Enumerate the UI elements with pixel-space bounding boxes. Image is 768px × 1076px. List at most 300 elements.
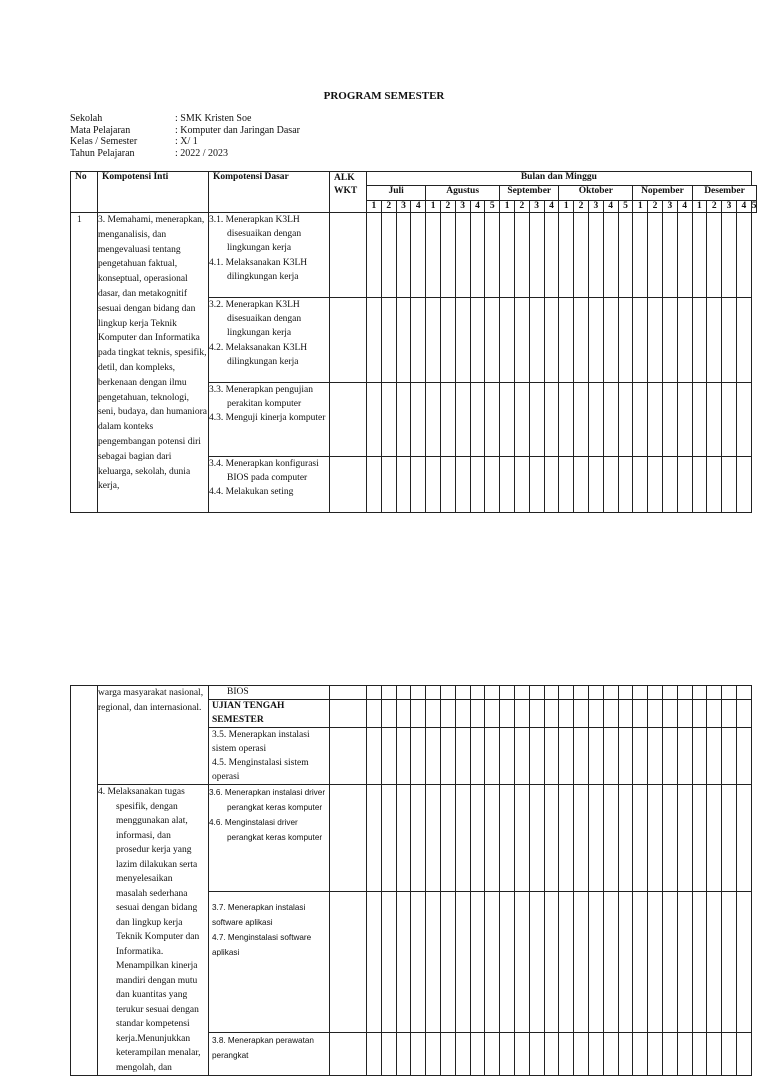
week-header: 4 bbox=[544, 201, 559, 213]
week-cell bbox=[470, 298, 485, 383]
week-cell bbox=[722, 700, 737, 728]
week-cell bbox=[500, 700, 515, 728]
program-table-page-1 bbox=[70, 171, 757, 513]
week-cell bbox=[736, 728, 751, 785]
week-cell bbox=[500, 457, 515, 513]
week-cell bbox=[648, 213, 663, 298]
week-cell bbox=[722, 1033, 737, 1076]
info-row-tahun bbox=[70, 148, 300, 160]
info-label: Tahun Pelajaran bbox=[70, 147, 135, 159]
week-cell bbox=[544, 728, 559, 785]
week-cell bbox=[574, 686, 589, 700]
week-cell bbox=[707, 383, 722, 457]
table-row bbox=[71, 686, 752, 700]
kompetensi-inti-cell bbox=[98, 686, 209, 785]
week-cell bbox=[440, 785, 455, 892]
week-cell bbox=[618, 728, 633, 785]
week-cell bbox=[707, 700, 722, 728]
week-cell bbox=[514, 892, 529, 1033]
week-cell bbox=[588, 457, 603, 513]
week-cell bbox=[559, 728, 574, 785]
week-cell bbox=[500, 686, 515, 700]
program-table-page-2 bbox=[70, 685, 752, 1076]
week-cell bbox=[440, 1033, 455, 1076]
kompetensi-dasar-cell bbox=[209, 1033, 330, 1076]
week-header: 3 bbox=[662, 201, 677, 213]
week-cell bbox=[440, 728, 455, 785]
week-cell bbox=[662, 700, 677, 728]
week-cell bbox=[396, 785, 411, 892]
week-cell bbox=[426, 686, 441, 700]
week-cell bbox=[455, 686, 470, 700]
info-value: : 2022 / 2023 bbox=[175, 147, 229, 159]
kompetensi-dasar-cell bbox=[209, 213, 330, 298]
week-cell bbox=[736, 700, 751, 728]
week-header: 4 bbox=[736, 201, 751, 213]
week-cell bbox=[470, 457, 485, 513]
week-cell bbox=[633, 700, 648, 728]
week-header: 2 bbox=[648, 201, 663, 213]
month-header: Desember bbox=[692, 186, 757, 201]
kompetensi-inti-4-cell bbox=[98, 785, 209, 1076]
week-cell bbox=[455, 892, 470, 1033]
week-cell bbox=[426, 457, 441, 513]
week-cell bbox=[662, 1033, 677, 1076]
week-cell bbox=[485, 1033, 500, 1076]
kd-3-1: 3.1. Menerapkan K3LH disesuaikan dengan lingkungan kerja bbox=[209, 215, 302, 254]
week-header: 3 bbox=[455, 201, 470, 213]
info-label: Kelas / Semester bbox=[70, 136, 138, 148]
alk-wkt-cell bbox=[330, 1033, 367, 1076]
week-cell bbox=[500, 728, 515, 785]
week-cell bbox=[381, 686, 396, 700]
week-header: 5 bbox=[751, 201, 757, 211]
week-cell bbox=[677, 785, 692, 892]
week-cell bbox=[426, 892, 441, 1033]
week-cell bbox=[588, 1033, 603, 1076]
week-cell bbox=[381, 383, 396, 457]
week-cell bbox=[529, 457, 544, 513]
week-cell bbox=[662, 785, 677, 892]
week-cell bbox=[367, 785, 382, 892]
week-cell bbox=[411, 785, 426, 892]
week-cell bbox=[677, 1033, 692, 1076]
week-cell bbox=[648, 298, 663, 383]
header-no: No bbox=[71, 172, 98, 213]
week-cell bbox=[588, 700, 603, 728]
header-alk-wkt: ALK WKT bbox=[330, 172, 367, 213]
week-cell bbox=[736, 785, 751, 892]
week-cell bbox=[440, 298, 455, 383]
week-cell bbox=[707, 457, 722, 513]
week-header: 1 bbox=[633, 201, 648, 213]
week-cell bbox=[722, 298, 737, 383]
week-cell bbox=[603, 892, 618, 1033]
table-row bbox=[71, 213, 757, 298]
week-cell bbox=[367, 383, 382, 457]
week-cell bbox=[707, 892, 722, 1033]
week-cell bbox=[692, 728, 707, 785]
month-header: Oktober bbox=[559, 186, 633, 201]
week-cell bbox=[559, 1033, 574, 1076]
week-cell bbox=[367, 700, 382, 728]
week-header: 1 bbox=[692, 201, 707, 213]
week-cell bbox=[426, 700, 441, 728]
week-cell bbox=[396, 728, 411, 785]
kd-3-2: 3.2. Menerapkan K3LH disesuaikan dengan lingkungan kerja bbox=[209, 300, 302, 339]
week-cell bbox=[381, 298, 396, 383]
week-cell bbox=[396, 213, 411, 298]
week-header: 5 bbox=[618, 201, 633, 213]
month-header: Nopember bbox=[633, 186, 692, 201]
week-cell bbox=[455, 383, 470, 457]
month-header: Juli bbox=[367, 186, 426, 201]
week-cell bbox=[707, 298, 722, 383]
week-cell bbox=[574, 383, 589, 457]
week-cell bbox=[633, 892, 648, 1033]
week-cell bbox=[574, 298, 589, 383]
week-cell bbox=[455, 785, 470, 892]
week-cell bbox=[529, 785, 544, 892]
week-cell bbox=[677, 728, 692, 785]
week-cell bbox=[470, 383, 485, 457]
week-header: 1 bbox=[367, 201, 382, 213]
week-cell bbox=[544, 213, 559, 298]
kompetensi-dasar-cell bbox=[209, 892, 330, 1033]
week-cell bbox=[411, 892, 426, 1033]
week-cell bbox=[367, 686, 382, 700]
week-header: 1 bbox=[500, 201, 515, 213]
week-cell bbox=[544, 892, 559, 1033]
week-header: 2 bbox=[381, 201, 396, 213]
kd-4-5: 4.5. Menginstalasi sistem operasi bbox=[212, 758, 309, 782]
header-bulan-minggu: Bulan dan Minggu bbox=[367, 172, 752, 186]
alk-wkt-cell bbox=[330, 383, 367, 457]
week-cell bbox=[722, 785, 737, 892]
kd-3-7: 3.7. Menerapkan instalasi software aplikasi bbox=[212, 903, 306, 928]
week-cell bbox=[692, 785, 707, 892]
week-cell bbox=[426, 298, 441, 383]
week-cell bbox=[381, 213, 396, 298]
row-number: 1 bbox=[71, 213, 98, 513]
week-cell bbox=[485, 383, 500, 457]
alk-wkt-cell bbox=[330, 728, 367, 785]
week-cell bbox=[514, 700, 529, 728]
week-cell bbox=[411, 700, 426, 728]
week-cell bbox=[529, 1033, 544, 1076]
week-cell bbox=[633, 728, 648, 785]
week-cell bbox=[722, 383, 737, 457]
week-cell bbox=[574, 728, 589, 785]
week-cell bbox=[426, 1033, 441, 1076]
month-header: Agustus bbox=[426, 186, 500, 201]
week-cell bbox=[470, 686, 485, 700]
week-cell bbox=[648, 700, 663, 728]
week-cell bbox=[736, 457, 751, 513]
week-cell bbox=[367, 457, 382, 513]
kd-3-6: 3.6. Menerapkan instalasi driver perangkat keras komputer bbox=[209, 788, 326, 812]
week-cell bbox=[736, 298, 751, 383]
week-cell bbox=[603, 213, 618, 298]
week-cell bbox=[514, 785, 529, 892]
week-cell bbox=[588, 213, 603, 298]
week-cell bbox=[485, 298, 500, 383]
week-cell bbox=[455, 457, 470, 513]
week-cell bbox=[455, 213, 470, 298]
week-cell bbox=[514, 728, 529, 785]
week-cell bbox=[707, 686, 722, 700]
info-label: Mata Pelajaran bbox=[70, 124, 131, 136]
week-cell bbox=[692, 213, 707, 298]
week-header: 4 bbox=[470, 201, 485, 213]
week-cell bbox=[544, 457, 559, 513]
kd-3-5: 3.5. Menerapkan instalasi sistem operasi bbox=[212, 730, 310, 754]
week-cell bbox=[633, 383, 648, 457]
week-header: 1 bbox=[426, 201, 441, 213]
kompetensi-dasar-cell bbox=[209, 298, 330, 383]
week-cell bbox=[677, 700, 692, 728]
week-cell bbox=[411, 728, 426, 785]
week-cell bbox=[396, 700, 411, 728]
header-kompetensi-inti: Kompotensi Inti bbox=[98, 172, 209, 213]
week-cell bbox=[662, 383, 677, 457]
week-cell bbox=[574, 1033, 589, 1076]
week-cell bbox=[529, 213, 544, 298]
week-cell bbox=[396, 457, 411, 513]
week-cell bbox=[618, 892, 633, 1033]
kd-4-1: 4.1. Melaksanakan K3LH dilingkungan kerja bbox=[209, 257, 308, 282]
week-cell bbox=[707, 728, 722, 785]
week-cell bbox=[677, 383, 692, 457]
week-cell bbox=[367, 1033, 382, 1076]
week-cell bbox=[514, 1033, 529, 1076]
week-cell bbox=[603, 785, 618, 892]
week-cell bbox=[618, 383, 633, 457]
week-cell bbox=[500, 785, 515, 892]
week-cell bbox=[500, 892, 515, 1033]
week-cell bbox=[603, 457, 618, 513]
kompetensi-dasar-cell bbox=[209, 383, 330, 457]
week-cell bbox=[574, 213, 589, 298]
week-cell bbox=[648, 686, 663, 700]
week-cell bbox=[440, 213, 455, 298]
week-cell bbox=[485, 892, 500, 1033]
alk-wkt-cell bbox=[330, 298, 367, 383]
week-cell bbox=[470, 892, 485, 1033]
week-cell bbox=[411, 383, 426, 457]
week-cell bbox=[707, 785, 722, 892]
month-header: September bbox=[500, 186, 559, 201]
kd-3-4: 3.4. Menerapkan konfigurasi BIOS pada computer bbox=[209, 459, 319, 484]
week-cell bbox=[455, 700, 470, 728]
week-cell bbox=[736, 686, 751, 700]
info-value: : Komputer dan Jaringan Dasar bbox=[175, 124, 300, 136]
week-cell bbox=[455, 1033, 470, 1076]
kd-4-6: 4.6. Menginstalasi driver perangkat keras komputer bbox=[209, 818, 323, 842]
week-cell bbox=[529, 686, 544, 700]
week-cell bbox=[574, 892, 589, 1033]
week-cell bbox=[381, 1033, 396, 1076]
week-cell bbox=[455, 298, 470, 383]
week-cell bbox=[707, 1033, 722, 1076]
week-cell bbox=[559, 785, 574, 892]
week-header: 2 bbox=[440, 201, 455, 213]
week-cell bbox=[544, 298, 559, 383]
week-cell bbox=[633, 213, 648, 298]
week-header: 4 bbox=[411, 201, 426, 213]
week-cell bbox=[588, 785, 603, 892]
week-cell bbox=[529, 892, 544, 1033]
week-cell bbox=[692, 686, 707, 700]
week-cell bbox=[736, 1033, 751, 1076]
info-row-sekolah bbox=[70, 113, 300, 125]
week-cell bbox=[559, 457, 574, 513]
week-cell bbox=[396, 892, 411, 1033]
week-cell bbox=[574, 457, 589, 513]
week-header: 2 bbox=[574, 201, 589, 213]
week-cell bbox=[722, 728, 737, 785]
week-cell bbox=[544, 1033, 559, 1076]
week-cell bbox=[514, 457, 529, 513]
week-cell bbox=[722, 686, 737, 700]
week-cell bbox=[618, 213, 633, 298]
kd-4-3: 4.3. Menguji kinerja komputer bbox=[209, 413, 326, 424]
week-cell bbox=[633, 298, 648, 383]
week-cell bbox=[514, 298, 529, 383]
week-cell bbox=[367, 892, 382, 1033]
week-cell bbox=[544, 686, 559, 700]
week-cell bbox=[500, 1033, 515, 1076]
week-cell bbox=[500, 213, 515, 298]
week-cell bbox=[470, 1033, 485, 1076]
week-cell bbox=[381, 728, 396, 785]
week-cell bbox=[618, 700, 633, 728]
week-cell bbox=[588, 728, 603, 785]
ujian-tengah-semester: UJIAN TENGAH SEMESTER bbox=[209, 700, 330, 728]
ki-4: 4. Melaksanakan tugas spesifik, dengan menggunakan alat, informasi, dan prosedur kerja yang lazim dilakukan serta menyelesaikan masalah sederhana sesuai dengan bidang dan lingkup kerja Teknik Komputer dan Informatika. Menampilkan kinerja mandiri dengan mutu dan kuantitas yang terukur sesuai dengan standar kompetensi kerja.Menunjukkan keterampilan menalar, mengolah, dan bbox=[98, 787, 201, 1073]
week-cell bbox=[396, 1033, 411, 1076]
kd-3-8: 3.8. Menerapkan perawatan perangkat bbox=[212, 1036, 314, 1061]
alk-wkt-cell bbox=[330, 892, 367, 1033]
week-header: 4 bbox=[603, 201, 618, 213]
week-cell bbox=[588, 892, 603, 1033]
week-cell bbox=[485, 457, 500, 513]
week-cell bbox=[514, 213, 529, 298]
week-cell bbox=[736, 383, 751, 457]
week-cell bbox=[440, 686, 455, 700]
week-cell bbox=[677, 686, 692, 700]
week-cell bbox=[529, 700, 544, 728]
week-cell bbox=[514, 686, 529, 700]
week-cell bbox=[618, 686, 633, 700]
week-cell bbox=[633, 785, 648, 892]
week-cell bbox=[411, 457, 426, 513]
week-cell bbox=[692, 1033, 707, 1076]
kd-3-3: 3.3. Menerapkan pengujian perakitan komputer bbox=[209, 385, 313, 410]
week-cell bbox=[662, 298, 677, 383]
week-cell bbox=[692, 383, 707, 457]
week-cell bbox=[470, 785, 485, 892]
week-cell bbox=[692, 892, 707, 1033]
kd-4-2: 4.2. Melaksanakan K3LH dilingkungan kerja bbox=[209, 342, 308, 367]
week-cell bbox=[367, 728, 382, 785]
week-cell bbox=[662, 728, 677, 785]
week-cell bbox=[662, 686, 677, 700]
week-cell bbox=[544, 785, 559, 892]
week-cell bbox=[618, 457, 633, 513]
week-cell bbox=[722, 457, 737, 513]
week-cell bbox=[662, 457, 677, 513]
alk-wkt-cell bbox=[330, 700, 367, 728]
week-cell bbox=[381, 892, 396, 1033]
week-cell bbox=[367, 213, 382, 298]
week-header: 2 bbox=[514, 201, 529, 213]
week-header: 3 bbox=[588, 201, 603, 213]
week-header: 3 bbox=[396, 201, 411, 213]
week-cell bbox=[529, 383, 544, 457]
kompetensi-dasar-cell bbox=[209, 728, 330, 785]
week-cell bbox=[662, 892, 677, 1033]
week-cell bbox=[396, 298, 411, 383]
week-cell bbox=[559, 892, 574, 1033]
kd-4-4: 4.4. Melakukan seting bbox=[209, 487, 294, 498]
week-cell bbox=[692, 298, 707, 383]
ki-3-continued: warga masyarakat nasional, regional, dan internasional. bbox=[98, 688, 204, 713]
week-header: 3 bbox=[722, 201, 737, 213]
week-cell bbox=[662, 213, 677, 298]
week-cell bbox=[633, 457, 648, 513]
week-cell bbox=[396, 686, 411, 700]
week-cell bbox=[411, 213, 426, 298]
week-cell bbox=[603, 383, 618, 457]
week-cell bbox=[559, 383, 574, 457]
week-cell bbox=[485, 686, 500, 700]
week-cell bbox=[544, 700, 559, 728]
week-cell bbox=[648, 383, 663, 457]
week-header: 3 bbox=[529, 201, 544, 213]
week-cell bbox=[588, 383, 603, 457]
week-cell bbox=[367, 298, 382, 383]
info-label: Sekolah bbox=[70, 113, 103, 124]
week-cell bbox=[485, 785, 500, 892]
week-cell bbox=[529, 728, 544, 785]
week-cell bbox=[648, 457, 663, 513]
page-title: PROGRAM SEMESTER bbox=[323, 90, 445, 102]
kd-bios-continued: BIOS bbox=[209, 686, 330, 700]
kompetensi-dasar-cell bbox=[209, 457, 330, 513]
week-cell bbox=[426, 213, 441, 298]
week-cell bbox=[559, 686, 574, 700]
kompetensi-dasar-cell bbox=[209, 785, 330, 892]
week-cell bbox=[514, 383, 529, 457]
week-cell bbox=[603, 686, 618, 700]
info-row-kelas bbox=[70, 136, 300, 148]
week-cell bbox=[381, 457, 396, 513]
week-cell bbox=[574, 785, 589, 892]
week-cell bbox=[470, 213, 485, 298]
week-cell bbox=[485, 728, 500, 785]
week-cell bbox=[529, 298, 544, 383]
table-row bbox=[71, 785, 752, 892]
week-cell bbox=[470, 700, 485, 728]
week-cell bbox=[648, 728, 663, 785]
week-cell bbox=[381, 700, 396, 728]
week-cell bbox=[677, 298, 692, 383]
week-cell bbox=[736, 213, 751, 298]
week-cell bbox=[411, 1033, 426, 1076]
alk-wkt-cell bbox=[330, 457, 367, 513]
week-cell bbox=[677, 892, 692, 1033]
